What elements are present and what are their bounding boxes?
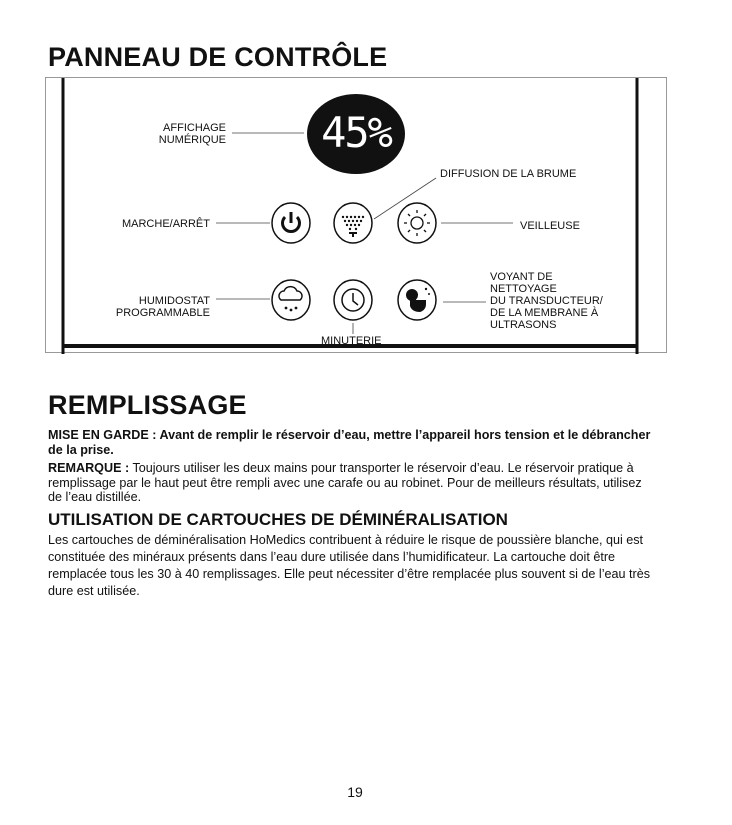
nightlight-button[interactable] xyxy=(398,203,436,243)
filling-title: REMPLISSAGE xyxy=(48,390,247,420)
humidostat-label: HUMIDOSTAT PROGRAMMABLE xyxy=(115,295,210,319)
power-label: MARCHE/ARRÊT xyxy=(121,218,210,230)
timer-button[interactable] xyxy=(334,280,372,320)
nightlight-label: VEILLEUSE xyxy=(520,220,580,232)
power-button[interactable] xyxy=(272,203,310,243)
note-paragraph: REMARQUE : Toujours utiliser les deux mains pour transporter le réservoir d’eau. Le réservoir pratique à remplissage par le haut peut être rempli avec une carafe ou au robinet. Pour de meilleurs résultats, utilisez de l’eau distillée. xyxy=(48,461,642,504)
mist-label: DIFFUSION DE LA BRUME xyxy=(440,168,577,180)
cartridges-paragraph: Les cartouches de déminéralisation HoMedics contribuent à réduire le risque de poussière blanche, qui est constituée des minéraux présents dans l’eau dure utilisée dans l’humidificateur. La cartouche doit être remplacée tous les 30 à 40 remplissages. Elle peut nécessiter d’être remplacée plus souvent si de l’eau très dure est utilisée. xyxy=(48,533,651,598)
page-number: 19 xyxy=(347,784,363,800)
mist-button[interactable] xyxy=(334,203,372,243)
warning-paragraph: MISE EN GARDE : Avant de remplir le réservoir d’eau, mettre l’appareil hors tension et le débrancher de la prise. xyxy=(48,428,651,457)
digital-display-value: 45% xyxy=(321,108,391,157)
control-panel-diagram xyxy=(45,77,667,353)
cleaning-label: VOYANT DE NETTOYAGE DU TRANSDUCTEUR/ DE LA MEMBRANE À ULTRASONS xyxy=(490,271,603,331)
timer-label: MINUTERIE xyxy=(321,335,382,347)
cleaning-indicator xyxy=(398,280,436,320)
humidostat-button[interactable] xyxy=(272,280,310,320)
control-panel-title: PANNEAU DE CONTRÔLE xyxy=(48,42,388,72)
display-label: AFFICHAGE NUMÉRIQUE xyxy=(158,122,226,146)
cartridges-title: UTILISATION DE CARTOUCHES DE DÉMINÉRALISATION xyxy=(48,510,508,529)
